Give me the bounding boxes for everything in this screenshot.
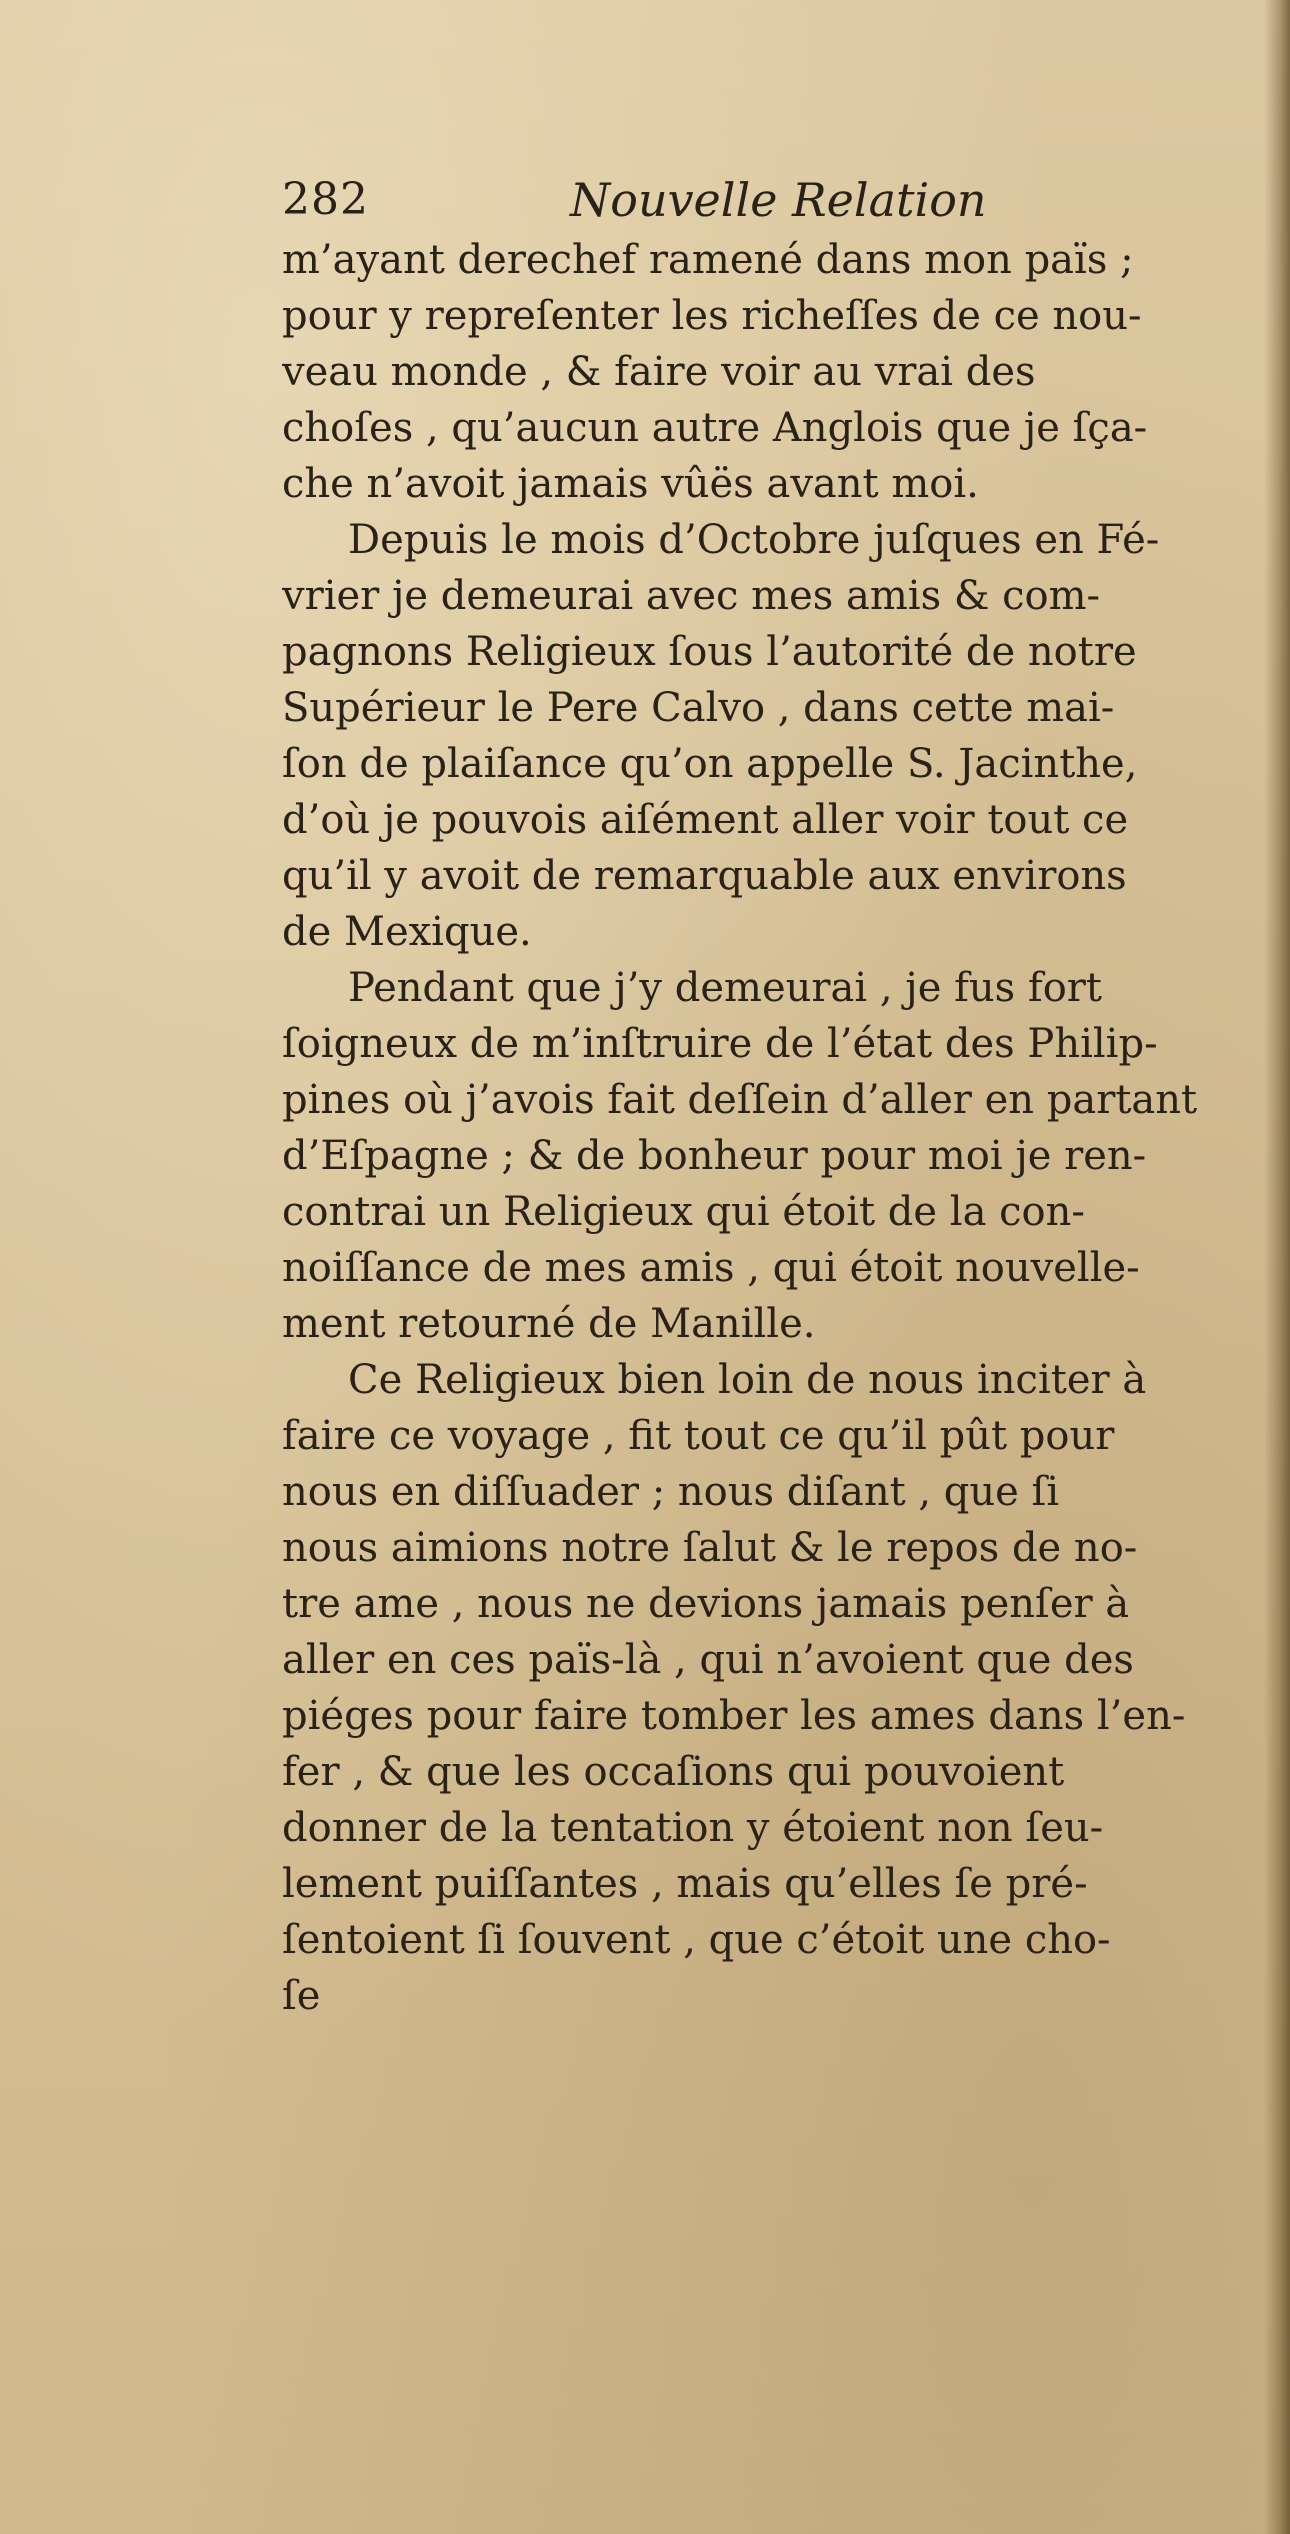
text-line: vrier je demeurai avec mes amis & com-	[282, 573, 1101, 619]
text-line: nous aimions notre ſalut & le repos de no-	[282, 1525, 1138, 1571]
text-line: contrai un Religieux qui étoit de la con-	[282, 1189, 1085, 1235]
text-line: Supérieur le Pere Calvo , dans cette mai-	[282, 685, 1115, 731]
text-line: d’où je pouvois aiſément aller voir tout ce	[282, 797, 1129, 843]
text-line: ſon de plaiſance qu’on appelle S. Jacinthe,	[282, 741, 1138, 787]
text-line: ment retourné de Manille.	[282, 1301, 816, 1347]
text-line: aller en ces païs-là , qui n’avoient que des	[282, 1637, 1134, 1683]
text-line: ſoigneux de m’inſtruire de l’état des Philip-	[282, 1021, 1158, 1067]
paragraph-start-line: Ce Religieux bien loin de nous inciter à	[348, 1357, 1147, 1403]
text-line: noiſſance de mes amis , qui étoit nouvelle-	[282, 1245, 1140, 1291]
running-head: Nouvelle Relation	[570, 173, 987, 227]
text-line: m’ayant derechef ramené dans mon païs ;	[282, 237, 1134, 283]
text-line: pagnons Religieux ſous l’autorité de notre	[282, 629, 1137, 675]
text-line: pour y repreſenter les richeſſes de ce nou-	[282, 293, 1142, 339]
text-line: donner de la tentation y étoient non ſeu-	[282, 1805, 1104, 1851]
text-line: piéges pour faire tomber les ames dans l’en-	[282, 1693, 1186, 1739]
text-line: d’Eſpagne ; & de bonheur pour moi je ren-	[282, 1133, 1147, 1179]
page-number: 282	[282, 174, 369, 225]
text-line: ſe	[282, 1973, 321, 2019]
text-line: faire ce voyage , fit tout ce qu’il pût pour	[282, 1413, 1115, 1459]
text-line: che n’avoit jamais vûës avant moi.	[282, 461, 979, 507]
text-line: pines où j’avois fait deſſein d’aller en partant	[282, 1077, 1198, 1123]
text-line: ſentoient ſi ſouvent , que c’étoit une cho-	[282, 1917, 1111, 1963]
paragraph-start-line: Depuis le mois d’Octobre juſques en Fé-	[348, 517, 1160, 563]
text-line: lement puiſſantes , mais qu’elles ſe pré-	[282, 1861, 1088, 1907]
text-line: qu’il y avoit de remarquable aux environs	[282, 853, 1127, 899]
text-line: fer , & que les occaſions qui pouvoient	[282, 1749, 1065, 1795]
text-line: de Mexique.	[282, 909, 532, 955]
text-line: tre ame , nous ne devions jamais penſer à	[282, 1581, 1130, 1627]
text-line: nous en diſſuader ; nous diſant , que ſi	[282, 1469, 1060, 1515]
body-text	[282, 232, 1232, 2024]
text-line: veau monde , & faire voir au vrai des	[282, 349, 1036, 395]
page-edge-shadow	[1264, 0, 1290, 2534]
paragraph-start-line: Pendant que j’y demeurai , je fus fort	[348, 965, 1102, 1011]
text-line: choſes , qu’aucun autre Anglois que je ſça-	[282, 405, 1148, 451]
page-header	[282, 170, 1242, 240]
